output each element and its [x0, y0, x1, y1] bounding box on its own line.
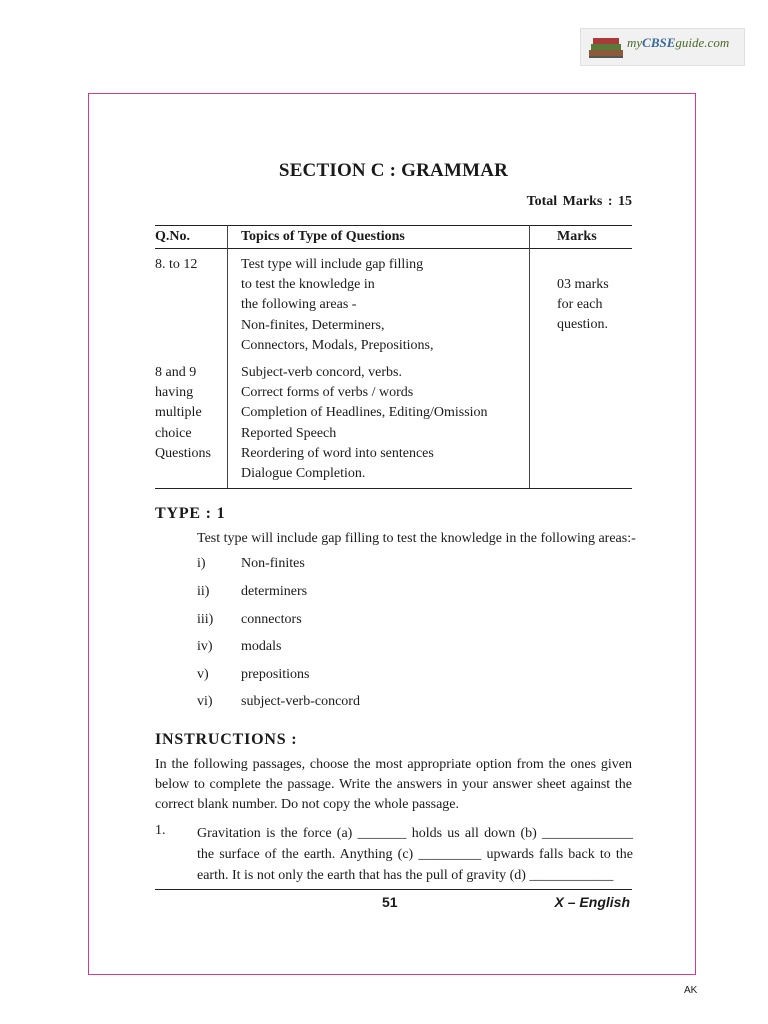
table-row-2-qno: 8 and 9 having multiple choice Questions [155, 365, 211, 461]
corner-mark: AK [684, 985, 698, 996]
table-header-marks: Marks [557, 229, 597, 244]
footer-rule [155, 889, 632, 890]
section-title: SECTION C : GRAMMAR [278, 160, 509, 181]
question-text: Gravitation is the force (a) _______ holds us all down (b) _____________ the surface of the earth. Anything (c) _________ upwards falls back to the earth. It is not only the earth that has the pull of gravity (d) ____________ [197, 826, 633, 883]
table-row-2-topics: Subject-verb concord, verbs. Correct forms of verbs / words Completion of Headlines, Editing/Omission Reported Speech Reordering of word into sentences Dialogue Completion. [241, 365, 488, 482]
instructions-text: In the following passages, choose the most appropriate option from the ones given below to complete the passage. Write the answers in your answer sheet against the correct blank number. Do not copy the whole passage. [155, 757, 632, 812]
books-icon [587, 34, 627, 60]
table-row-1-qno: 8. to 12 [155, 257, 198, 272]
instructions-heading: INSTRUCTIONS : [155, 731, 298, 748]
table-column-divider [227, 225, 228, 488]
table-column-divider [529, 225, 530, 488]
table-row-1-marks: 03 marks for each question. [557, 277, 609, 333]
logo-brand-text: myCBSEguide.com [627, 35, 730, 50]
question-number: 1. [155, 823, 166, 838]
table-header-topics: Topics of Type of Questions [241, 229, 405, 244]
mycbseguide-logo [580, 28, 745, 66]
total-marks: Total Marks : 15 [526, 194, 632, 209]
footer-subject: X – English [554, 894, 630, 910]
page-number: 51 [382, 894, 398, 910]
type-intro: Test type will include gap filling to test the knowledge in the following areas:- [197, 531, 636, 546]
table-bottom-rule [155, 488, 632, 489]
table-row-1-topics: Test type will include gap filling to test the knowledge in the following areas - Non-finites, Determiners, Connectors, Modals, Prepositions, [241, 257, 434, 353]
table-header-qno: Q.No. [155, 229, 190, 244]
type-heading: TYPE : 1 [155, 505, 226, 522]
